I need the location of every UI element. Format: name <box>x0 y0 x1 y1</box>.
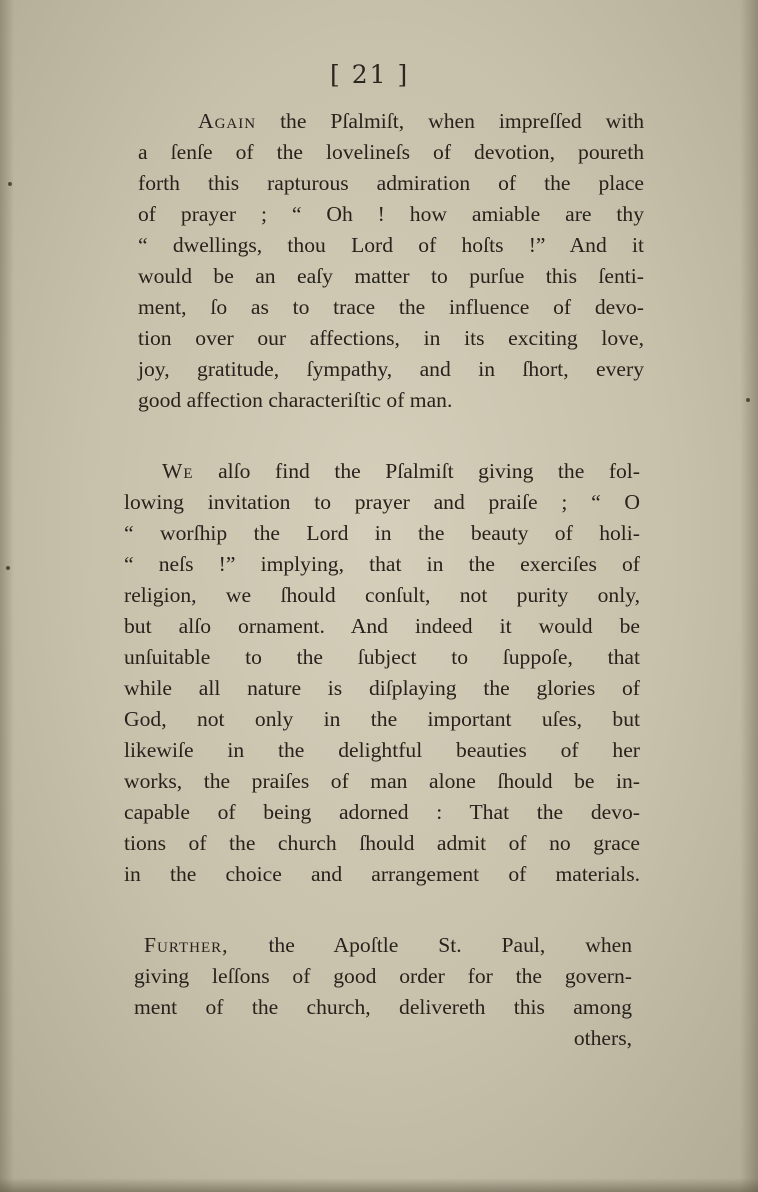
text-line: would be an eaſy matter to purſue this ſenti- <box>138 264 644 288</box>
text-line: forth this rapturous admiration of the place <box>138 171 644 195</box>
text-line: capable of being adorned : That the devo- <box>124 800 640 824</box>
text-line: tion over our affections, in its exciting love, <box>138 326 644 350</box>
text-line: “ dwellings, thou Lord of hoſts !” And it <box>138 233 644 257</box>
text-line: unſuitable to the ſubject to ſuppoſe, that <box>124 645 640 669</box>
page-edge-bottom <box>0 1178 758 1192</box>
text-line: good affection characteriſtic of man. <box>138 388 453 412</box>
paragraph-2 <box>124 456 640 890</box>
text-line: but alſo ornament. And indeed it would be <box>124 614 640 638</box>
text-line: “ neſs !” implying, that in the exerciſes of <box>124 552 640 576</box>
text-line: religion, we ſhould conſult, not purity only, <box>124 583 640 607</box>
text-line: a ſenſe of the lovelineſs of devotion, poureth <box>138 140 644 164</box>
text-line: while all nature is diſplaying the glories of <box>124 676 640 700</box>
text-line: “ worſhip the Lord in the beauty of holi- <box>124 521 640 545</box>
text-line: works, the praiſes of man alone ſhould be in- <box>124 769 640 793</box>
text-line: giving leſſons of good order for the govern- <box>134 964 632 988</box>
catchword: others, <box>573 1026 632 1050</box>
text-line: Again the Pſalmiſt, when impreſſed with <box>198 109 644 133</box>
text-line: lowing invitation to prayer and praiſe ; “ O <box>124 490 640 514</box>
paragraph-3 <box>134 930 632 1054</box>
ink-speck <box>746 398 750 402</box>
text-line: likewiſe in the delightful beauties of her <box>124 738 640 762</box>
lead-word: Again <box>198 109 257 133</box>
text-line: joy, gratitude, ſympathy, and in ſhort, every <box>138 357 644 381</box>
text-line: Further, the Apoſtle St. Paul, when <box>144 933 632 957</box>
ink-speck <box>8 182 12 186</box>
page-number: [ 21 ] <box>330 60 410 89</box>
text-line: tions of the church ſhould admit of no grace <box>124 831 640 855</box>
text-line: We alſo find the Pſalmiſt giving the fol- <box>162 459 640 483</box>
text-line: ment of the church, delivereth this among <box>134 995 632 1019</box>
page-edge-left <box>0 0 14 1192</box>
text-line: ment, ſo as to trace the influence of devo- <box>138 295 644 319</box>
lead-word: We <box>162 459 194 483</box>
page-edge-right <box>740 0 758 1192</box>
lead-word: Further, <box>144 933 229 957</box>
text-line: in the choice and arrangement of materials. <box>124 862 640 886</box>
ink-speck <box>6 566 10 570</box>
text-line: God, not only in the important uſes, but <box>124 707 640 731</box>
paragraph-1 <box>138 106 644 416</box>
text-line: of prayer ; “ Oh ! how amiable are thy <box>138 202 644 226</box>
